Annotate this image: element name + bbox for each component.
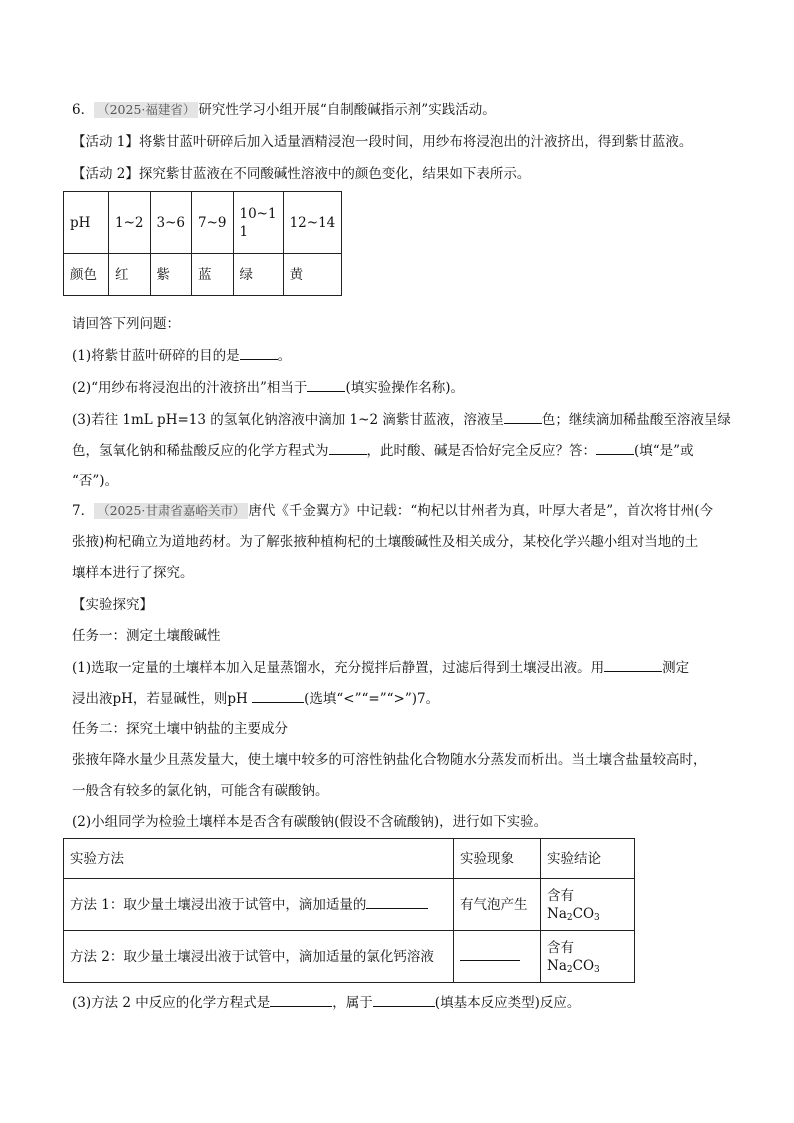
q6-intro: 研究性学习小组开展“自制酸碱指示剂”实践活动。 [198, 102, 496, 118]
q6-sub2 [72, 378, 464, 397]
header-phenomenon: 实验现象 [454, 839, 541, 879]
q7-intro-line3: 壤样本进行了探究。 [72, 565, 194, 581]
q6-activity2: 【活动 2】探究紫甘蓝液在不同酸碱性溶液中的颜色变化，结果如下表所示。 [72, 166, 531, 182]
q7-task1-heading: 任务一：测定土壤酸碱性 [72, 628, 221, 644]
q6-sub3-line3: “否”)。 [72, 473, 119, 489]
q7-section-heading: 【实验探究】 [72, 597, 153, 613]
answer-blank[interactable] [504, 410, 542, 424]
q7-number: 7． [72, 503, 95, 519]
q7-background-line1: 张掖年降水量少且蒸发量大，使土壤中较多的可溶性钠盐化合物随水分蒸发而析出。当土壤含盐量较高时， [72, 752, 707, 768]
q7-task2-heading: 任务二：探究土壤中钠盐的主要成分 [72, 721, 288, 737]
ph-range-cell: 12~14 [283, 192, 342, 254]
q6-title-line [72, 101, 496, 119]
phenomenon-cell [454, 931, 541, 983]
q7-sub3-text: (填基本反应类型)反应。 [434, 995, 581, 1011]
answer-blank[interactable] [252, 689, 304, 703]
subscript: 3 [594, 912, 600, 923]
q7-intro-line2: 张掖)枸杞确立为道地药材。为了解张掖种植枸杞的土壤酸碱性及相关成分，某校化学兴趣小组对当地的土 [72, 534, 699, 550]
answer-blank[interactable] [604, 658, 662, 672]
q6-sub3-text: (3)若往 1mL pH=13 的氢氧化钠溶液中滴加 1~2 滴紫甘蓝液，溶液呈 [72, 412, 504, 428]
q7-source-tag: （2025·甘肃省嘉峪关市） [94, 503, 248, 519]
header-method: 实验方法 [64, 839, 454, 879]
q7-sub1-text: 测定 [662, 660, 690, 676]
q7-sub3-text: ，属于 [332, 995, 373, 1011]
color-cell: 黄 [283, 254, 342, 296]
q6-sub1-end: 。 [277, 348, 292, 364]
q6-number: 6． [72, 102, 95, 118]
answer-blank[interactable] [240, 346, 278, 360]
conclusion-text: 含有 Na [547, 887, 574, 922]
ph-range-line: 10~1 [239, 205, 277, 222]
ph-row [64, 192, 342, 254]
ph-label-cell: pH [64, 192, 109, 254]
q7-sub1-line1 [72, 658, 689, 677]
q6-source-tag: （2025·福建省） [94, 102, 198, 118]
conclusion-cell [541, 879, 635, 931]
answer-blank[interactable] [270, 993, 332, 1007]
color-cell: 红 [109, 254, 151, 296]
q6-sub3-line1 [72, 410, 731, 429]
answer-blank[interactable] [373, 993, 435, 1007]
q7-sub1-text: (选填“<”“=”“>”)7。 [304, 691, 440, 707]
ph-range-cell: 7~9 [192, 192, 234, 254]
answer-blank[interactable] [329, 441, 367, 455]
subscript: 2 [566, 964, 573, 975]
experiment-row [64, 931, 635, 983]
ph-color-table [63, 191, 342, 296]
ph-range-line: 1 [239, 223, 249, 240]
q7-title-line [72, 502, 713, 520]
q6-sub1 [72, 346, 291, 365]
q6-activity1: 【活动 1】将紫甘蓝叶研碎后加入适量酒精浸泡一段时间，用纱布将浸泡出的汁液挤出，得到紫甘蓝液。 [72, 134, 693, 150]
color-label-cell: 颜色 [64, 254, 109, 296]
q6-sub1-text: (1)将紫甘蓝叶研碎的目的是 [72, 348, 240, 364]
conclusion-text: CO [572, 957, 595, 974]
experiment-row [64, 879, 635, 931]
ph-range-cell: 1~2 [109, 192, 151, 254]
answer-blank[interactable] [366, 895, 428, 909]
q6-sub3-text: (填“是”或 [634, 443, 694, 459]
color-cell: 蓝 [192, 254, 234, 296]
q7-sub1-text: 浸出液pH，若显碱性，则pH [72, 691, 248, 707]
method-cell [64, 879, 454, 931]
q6-sub3-text: 色；继续滴加稀盐酸至溶液呈绿 [541, 412, 731, 428]
answer-blank[interactable] [460, 947, 520, 961]
q6-sub3-text: ，此时酸、碱是否恰好完全反应？答： [366, 443, 596, 459]
q7-sub2-text: (2)小组同学为检验土壤样本是否含有碳酸钠(假设不含硫酸钠)，进行如下实验。 [72, 814, 548, 830]
q6-sub3-text: 色，氢氧化钠和稀盐酸反应的化学方程式为 [72, 443, 329, 459]
method-cell: 方法 2：取少量土壤浸出液于试管中，滴加适量的氯化钙溶液 [64, 931, 454, 983]
q7-sub1-text: (1)选取一定量的土壤样本加入足量蒸馏水，充分搅拌后静置，过滤后得到土壤浸出液。用 [72, 660, 605, 676]
phenomenon-cell: 有气泡产生 [454, 879, 541, 931]
q7-sub3-text: (3)方法 2 中反应的化学方程式是 [72, 995, 271, 1011]
q6-sub2-text: (2)“用纱布将浸泡出的汁液挤出”相当于 [72, 380, 308, 396]
q7-sub3 [72, 993, 580, 1012]
q6-sub3-line2 [72, 441, 694, 460]
q6-sub2-end: (填实验操作名称)。 [345, 380, 464, 396]
subscript: 2 [566, 912, 573, 923]
color-cell: 紫 [150, 254, 192, 296]
q7-intro: 唐代《千金翼方》中记载：“枸杞以甘州者为真，叶厚大者是”，首次将甘州(今 [248, 503, 713, 519]
q6-prompt: 请回答下列问题： [72, 316, 180, 332]
answer-blank[interactable] [596, 441, 634, 455]
color-cell: 绿 [233, 254, 283, 296]
q7-background-line2: 一般含有较多的氯化钠，可能含有碳酸钠。 [72, 783, 329, 799]
subscript: 3 [594, 964, 600, 975]
ph-range-cell [233, 192, 283, 254]
conclusion-text: CO [572, 905, 595, 922]
ph-range-cell: 3~6 [150, 192, 192, 254]
conclusion-cell [541, 931, 635, 983]
color-row [64, 254, 342, 296]
conclusion-text: 含有 Na [547, 939, 574, 974]
experiment-table [63, 838, 635, 983]
q7-sub1-line2 [72, 689, 439, 708]
answer-blank[interactable] [307, 378, 345, 392]
header-conclusion: 实验结论 [541, 839, 635, 879]
method-text: 方法 1：取少量土壤浸出液于试管中，滴加适量的 [70, 897, 367, 913]
experiment-header-row [64, 839, 635, 879]
